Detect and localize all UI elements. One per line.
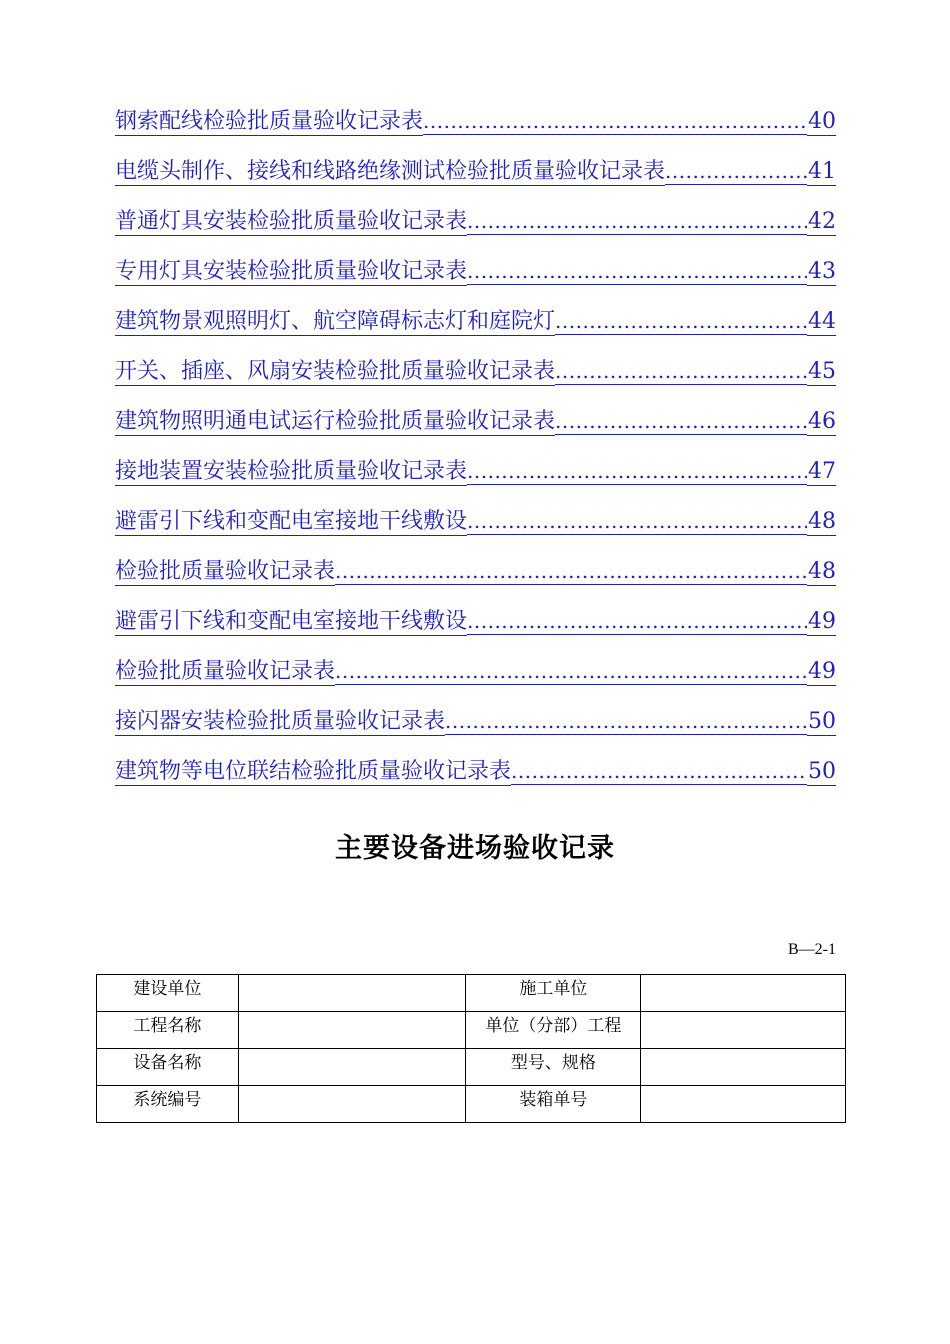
toc-entry-page: 50 xyxy=(808,759,836,784)
form-value-cell[interactable] xyxy=(641,1049,846,1086)
toc-leader-dots xyxy=(335,658,807,685)
toc-entry[interactable] xyxy=(115,558,836,608)
toc-entry-title: 建筑物等电位联结检验批质量验收记录表 xyxy=(115,759,512,784)
toc-entry[interactable] xyxy=(115,108,836,158)
toc-entry-page: 49 xyxy=(808,659,836,684)
toc-entry[interactable] xyxy=(115,608,836,658)
toc-entry[interactable] xyxy=(115,508,836,558)
form-label: 设备名称 xyxy=(97,1049,239,1086)
form-value-cell[interactable] xyxy=(238,975,466,1012)
toc-entry-page: 48 xyxy=(808,559,836,584)
toc-entry[interactable] xyxy=(115,458,836,508)
form-label: 装箱单号 xyxy=(466,1086,641,1123)
toc-entry[interactable] xyxy=(115,658,836,708)
toc-leader-dots xyxy=(467,608,807,635)
toc-entry[interactable] xyxy=(115,758,836,808)
toc-entry-title: 接地装置安装检验批质量验收记录表 xyxy=(115,459,468,484)
form-value-cell[interactable] xyxy=(238,1049,466,1086)
form-label: 建设单位 xyxy=(97,975,239,1012)
toc-entry-page: 46 xyxy=(808,409,836,434)
toc-leader-dots xyxy=(555,308,807,335)
toc-leader-dots xyxy=(467,208,807,235)
form-value-cell[interactable] xyxy=(641,1012,846,1049)
toc-entry-page: 45 xyxy=(808,359,836,384)
toc-entry-page: 48 xyxy=(808,509,836,534)
toc-entry[interactable] xyxy=(115,208,836,258)
toc-entry-page: 42 xyxy=(808,209,836,234)
form-code: B—2-1 xyxy=(788,941,836,958)
table-row xyxy=(97,1049,846,1086)
form-value-cell[interactable] xyxy=(238,1012,466,1049)
toc-entry-title: 普通灯具安装检验批质量验收记录表 xyxy=(115,209,468,234)
toc-entry-page: 50 xyxy=(808,709,836,734)
toc-leader-dots xyxy=(467,458,807,485)
toc-entry[interactable] xyxy=(115,408,836,458)
toc-entry-title: 接闪器安装检验批质量验收记录表 xyxy=(115,709,446,734)
section-title: 主要设备进场验收记录 xyxy=(335,833,615,864)
toc-entry[interactable] xyxy=(115,308,836,358)
table-row xyxy=(97,1012,846,1049)
form-label: 单位（分部）工程 xyxy=(466,1012,641,1049)
form-label: 施工单位 xyxy=(466,975,641,1012)
toc-entry-title: 专用灯具安装检验批质量验收记录表 xyxy=(115,259,468,284)
toc-leader-dots xyxy=(467,258,807,285)
toc-entry[interactable] xyxy=(115,358,836,408)
toc-leader-dots xyxy=(335,558,807,585)
form-label: 型号、规格 xyxy=(466,1049,641,1086)
toc-entry-title: 建筑物景观照明灯、航空障碍标志灯和庭院灯 xyxy=(115,309,556,334)
toc-entry-page: 49 xyxy=(808,609,836,634)
toc-entry-page: 43 xyxy=(808,259,836,284)
toc-leader-dots xyxy=(511,758,807,785)
toc-leader-dots xyxy=(555,358,807,385)
toc-entry-title: 钢索配线检验批质量验收记录表 xyxy=(115,109,424,134)
form-value-cell[interactable] xyxy=(238,1086,466,1123)
toc-entry[interactable] xyxy=(115,708,836,758)
toc-leader-dots xyxy=(423,108,807,135)
toc-leader-dots xyxy=(555,408,807,435)
toc-entry-page: 47 xyxy=(808,459,836,484)
toc-entry[interactable] xyxy=(115,258,836,308)
toc-entry-title: 建筑物照明通电试运行检验批质量验收记录表 xyxy=(115,409,556,434)
toc-entry-page: 40 xyxy=(808,109,836,134)
table-of-contents xyxy=(115,108,836,808)
form-value-cell[interactable] xyxy=(641,1086,846,1123)
table-row xyxy=(97,975,846,1012)
toc-entry-title: 检验批质量验收记录表 xyxy=(115,659,336,684)
toc-entry-page: 41 xyxy=(808,159,836,184)
form-value-cell[interactable] xyxy=(641,975,846,1012)
table-row xyxy=(97,1086,846,1123)
toc-leader-dots xyxy=(467,508,807,535)
toc-entry-title: 检验批质量验收记录表 xyxy=(115,559,336,584)
equipment-acceptance-form xyxy=(96,974,846,1123)
form-label: 工程名称 xyxy=(97,1012,239,1049)
toc-entry[interactable] xyxy=(115,158,836,208)
toc-leader-dots xyxy=(665,158,807,185)
toc-entry-title: 避雷引下线和变配电室接地干线敷设 xyxy=(115,609,468,634)
toc-entry-page: 44 xyxy=(808,309,836,334)
toc-entry-title: 开关、插座、风扇安装检验批质量验收记录表 xyxy=(115,359,556,384)
toc-leader-dots xyxy=(445,708,807,735)
toc-entry-title: 避雷引下线和变配电室接地干线敷设 xyxy=(115,509,468,534)
form-label: 系统编号 xyxy=(97,1086,239,1123)
toc-entry-title: 电缆头制作、接线和线路绝缘测试检验批质量验收记录表 xyxy=(115,159,666,184)
